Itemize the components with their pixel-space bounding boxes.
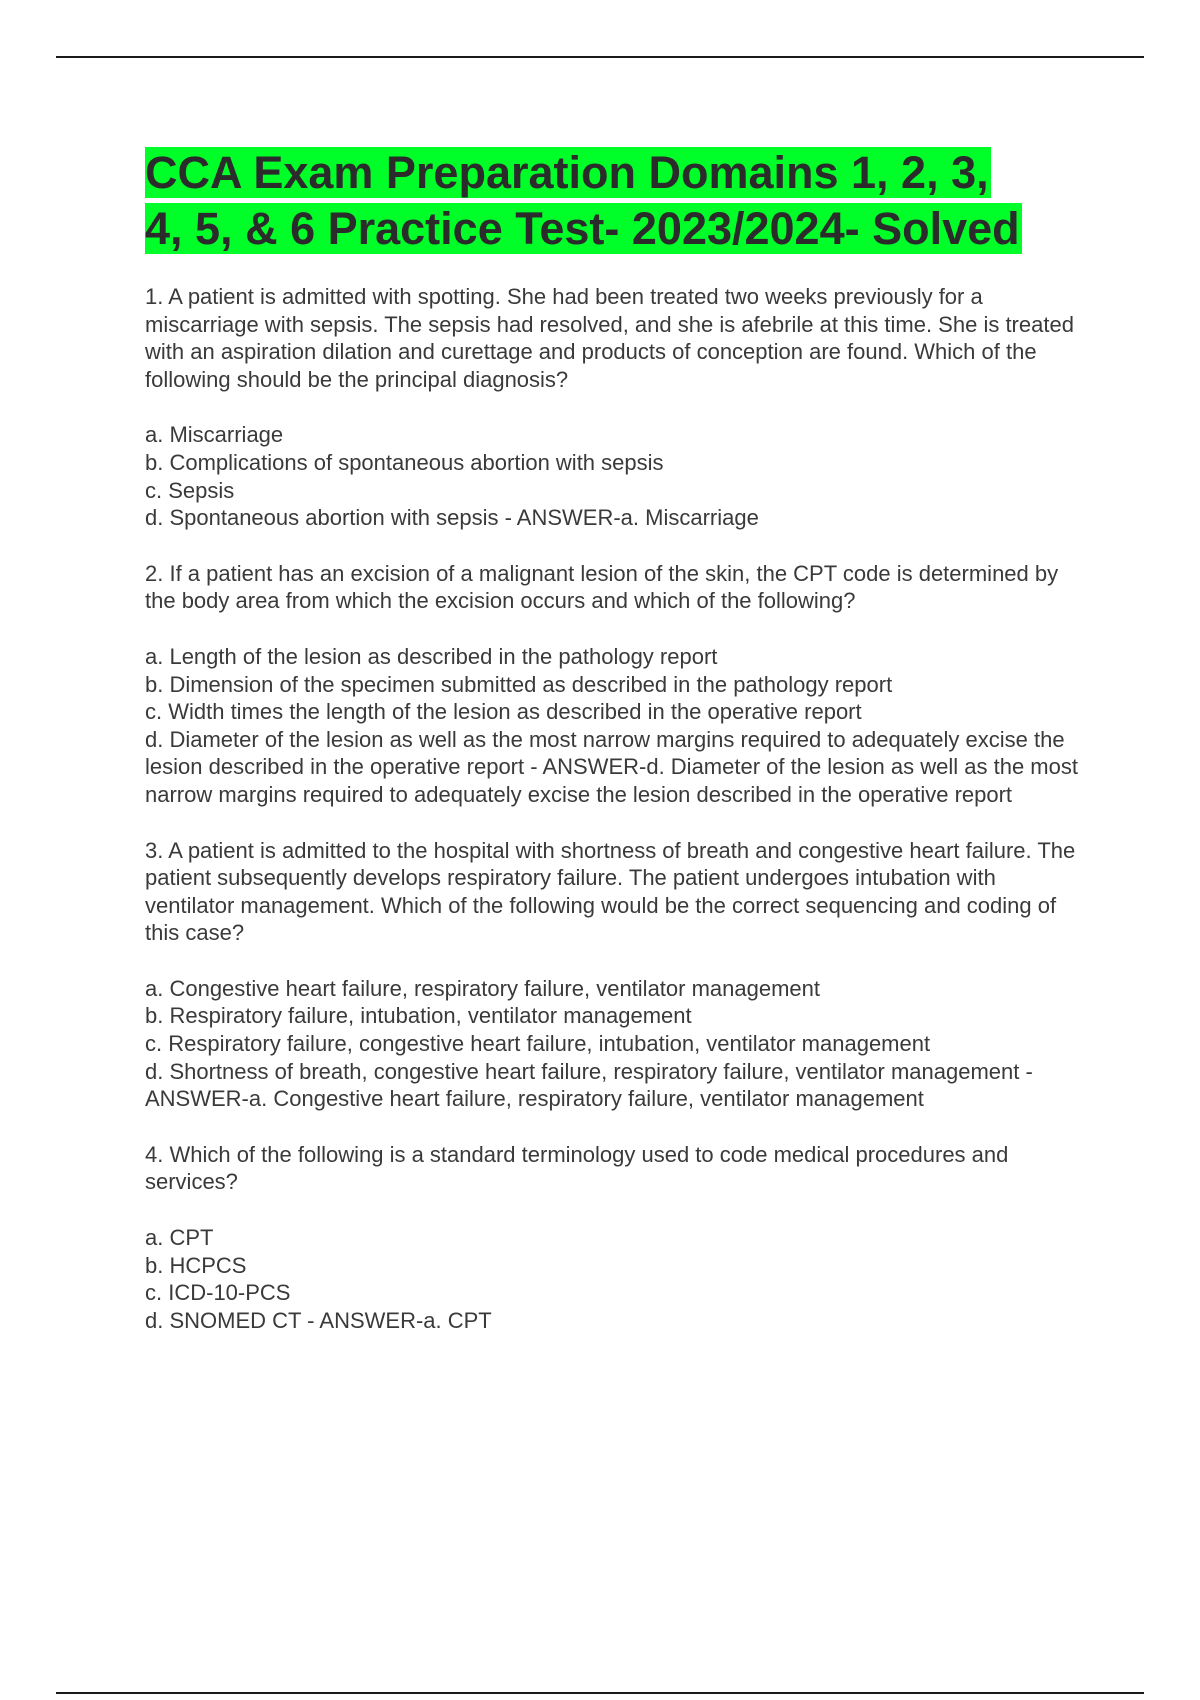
option-b: b. Dimension of the specimen submitted as described in the pathology report bbox=[145, 671, 893, 697]
document-title bbox=[145, 145, 1085, 257]
question-1 bbox=[145, 283, 1085, 532]
option-c: c. Width times the length of the lesion as described in the operative report bbox=[145, 699, 862, 725]
option-a: a. Congestive heart failure, respiratory failure, ventilator management bbox=[145, 975, 821, 1001]
question-stem: 2. If a patient has an excision of a malignant lesion of the skin, the CPT code is determined by the body area from which the excision occurs and which of the following? bbox=[145, 560, 1059, 614]
answer-options bbox=[145, 975, 1085, 1113]
question-stem: 4. Which of the following is a standard terminology used to code medical procedures and services? bbox=[145, 1141, 1009, 1195]
option-a: a. Length of the lesion as described in the pathology report bbox=[145, 643, 718, 669]
option-d: d. Spontaneous abortion with sepsis - ANSWER-a. Miscarriage bbox=[145, 505, 759, 531]
option-d: d. Diameter of the lesion as well as the most narrow margins required to adequately excise the lesion described in the operative report - ANSWER-d. Diameter of the lesion as well as the most narrow margins required to adequately excise the lesion described in the operative report bbox=[145, 726, 1078, 807]
option-b: b. Complications of spontaneous abortion with sepsis bbox=[145, 449, 664, 475]
document-body bbox=[145, 145, 1085, 1362]
option-d: d. SNOMED CT - ANSWER-a. CPT bbox=[145, 1307, 492, 1333]
bottom-rule bbox=[56, 1692, 1144, 1694]
question-stem: 3. A patient is admitted to the hospital with shortness of breath and congestive heart failure. The patient subsequently develops respiratory failure. The patient undergoes intubation with ventilator management. Which of the following would be the correct sequencing and coding of this case? bbox=[145, 837, 1076, 946]
option-c: c. ICD-10-PCS bbox=[145, 1280, 291, 1306]
question-4 bbox=[145, 1141, 1085, 1335]
answer-options bbox=[145, 421, 1085, 531]
option-b: b. HCPCS bbox=[145, 1252, 247, 1278]
answer-options bbox=[145, 643, 1085, 809]
option-a: a. Miscarriage bbox=[145, 422, 284, 448]
top-rule bbox=[56, 56, 1144, 58]
option-c: c. Respiratory failure, congestive heart failure, intubation, ventilator management bbox=[145, 1031, 931, 1057]
question-3 bbox=[145, 837, 1085, 1113]
question-2 bbox=[145, 560, 1085, 809]
answer-options bbox=[145, 1224, 1085, 1334]
option-c: c. Sepsis bbox=[145, 477, 235, 503]
question-list bbox=[145, 283, 1085, 1334]
title-line-1: CCA Exam Preparation Domains 1, 2, 3, bbox=[145, 147, 989, 198]
question-stem: 1. A patient is admitted with spotting. She had been treated two weeks previously for a miscarriage with sepsis. The sepsis had resolved, and she is afebrile at this time. She is treated with an aspiration dilation and curettage and products of conception are found. Which of the following should be the principal diagnosis? bbox=[145, 284, 1074, 392]
option-a: a. CPT bbox=[145, 1225, 214, 1251]
option-b: b. Respiratory failure, intubation, ventilator management bbox=[145, 1003, 692, 1029]
title-line-2: 4, 5, & 6 Practice Test- 2023/2024- Solved bbox=[145, 203, 1020, 254]
option-d: d. Shortness of breath, congestive heart failure, respiratory failure, ventilator management - ANSWER-a. Congestive heart failure, respiratory failure, ventilator management bbox=[145, 1058, 1033, 1112]
